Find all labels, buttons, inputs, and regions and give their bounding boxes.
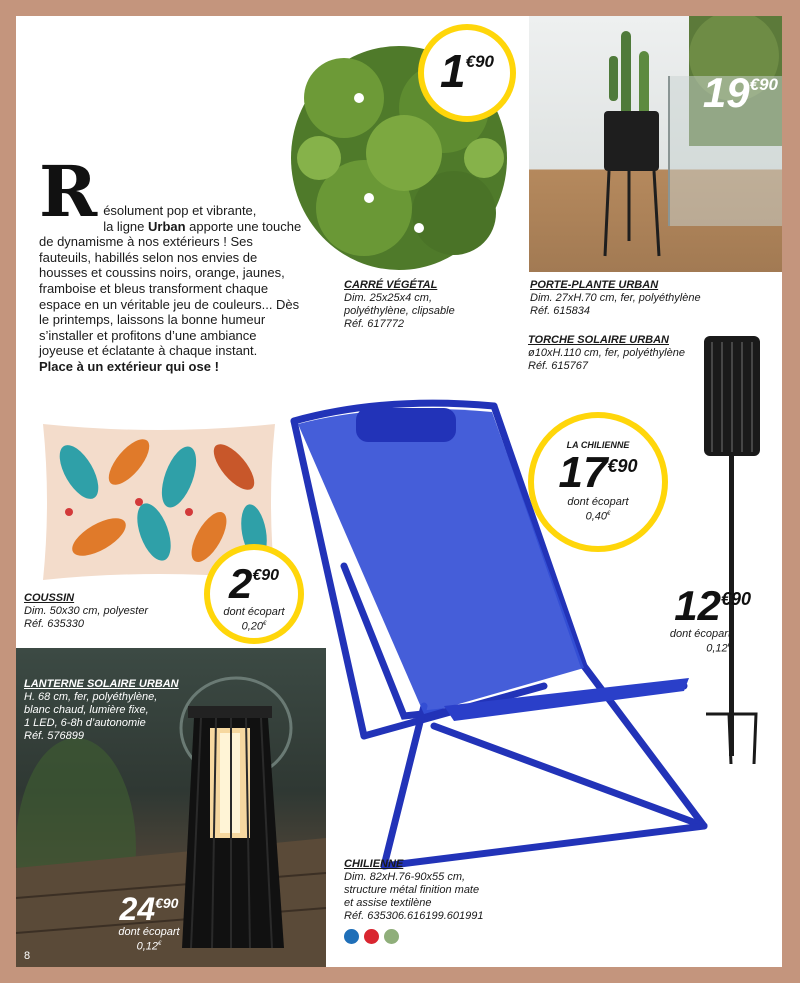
- price-dec: €90: [607, 456, 638, 476]
- label-chilienne: [344, 858, 483, 948]
- product-line-1: Dim. 82xH.76-90x55 cm,: [344, 871, 466, 883]
- price-int: 1: [440, 45, 466, 97]
- price-dec: €90: [749, 75, 778, 94]
- price-dec: €90: [465, 52, 494, 71]
- product-ref: Réf. 615834: [530, 305, 590, 317]
- ecopart-value: 0,40: [585, 510, 608, 523]
- price-int: 17: [558, 448, 608, 497]
- ecopart-value: 0,20: [241, 620, 264, 633]
- label-torche-solaire: [528, 334, 685, 373]
- product-name: PORTE-PLANTE URBAN: [530, 279, 659, 291]
- product-ref: Réf. 576899: [24, 730, 84, 742]
- ecopart-value: 0,12: [706, 642, 728, 655]
- ecopart-text: dont écopart: [567, 496, 629, 508]
- product-dim: Dim. 27xH.70 cm, fer, polyéthylène: [530, 292, 701, 304]
- price-porte-plante: [703, 70, 778, 116]
- product-name: CARRÉ VÉGÉTAL: [344, 279, 438, 291]
- ecopart-text: dont écopart: [669, 628, 731, 640]
- color-swatches: [344, 929, 483, 948]
- price-int: 24: [119, 891, 156, 927]
- product-material: polyéthylène, clipsable: [344, 305, 455, 317]
- product-name: TORCHE SOLAIRE URBAN: [528, 334, 669, 346]
- badge-title: LA CHILIENNE: [566, 440, 630, 450]
- price-badge-carre: [418, 24, 516, 122]
- torche-image: [696, 334, 766, 764]
- porte-plante-image: [529, 16, 782, 272]
- product-name: LANTERNE SOLAIRE URBAN: [24, 678, 179, 690]
- product-ref: Réf. 635330: [24, 618, 84, 630]
- product-ref: Réf. 615767: [528, 360, 588, 372]
- price-lanterne: [104, 892, 194, 953]
- balcony-scene: [529, 16, 782, 272]
- product-dim: Dim. 50x30 cm, polyester: [24, 605, 149, 617]
- product-line-2: structure métal finition mate: [344, 884, 480, 896]
- product-line-2: blanc chaud, lumière fixe,: [24, 704, 149, 716]
- price-badge-chilienne: [528, 412, 668, 552]
- price-int: 12: [674, 582, 721, 629]
- ecopart-unit: €: [263, 621, 267, 627]
- intro-pre-brand: la ligne: [103, 218, 148, 234]
- label-carre-vegetal: [344, 279, 455, 331]
- intro-line-1: ésolument pop et vibrante,: [103, 203, 257, 218]
- product-line-3: et assise textilène: [344, 897, 432, 909]
- label-coussin: [24, 592, 148, 631]
- ecopart-text: dont écopart: [223, 606, 285, 618]
- product-dim: Dim. 25x25x4 cm,: [344, 292, 433, 304]
- product-name: COUSSIN: [24, 592, 75, 604]
- ecopart-unit: €: [727, 643, 731, 649]
- price-dec: €90: [252, 567, 280, 584]
- price-dec: €90: [155, 895, 179, 911]
- ecopart-text: dont écopart: [118, 926, 180, 938]
- price-torche: [631, 584, 751, 655]
- lanterne-image: [16, 648, 326, 967]
- product-line-3: 1 LED, 6-8h d’autonomie: [24, 717, 146, 729]
- product-line-1: H. 68 cm, fer, polyéthylène,: [24, 691, 158, 703]
- intro-brand: Urban: [148, 218, 186, 234]
- swatch-red: [364, 929, 379, 944]
- dropcap: R: [39, 150, 98, 233]
- label-lanterne: [24, 678, 179, 743]
- catalog-page: [16, 16, 782, 967]
- page-number: 8: [24, 950, 31, 962]
- product-dim: ø10xH.110 cm, fer, polyéthylène: [528, 347, 685, 359]
- product-ref: Réf. 617772: [344, 318, 404, 330]
- intro-cta: Place à un extérieur qui ose !: [39, 358, 219, 374]
- product-name: CHILIENNE: [344, 858, 404, 870]
- ecopart-value: 0,12: [136, 940, 159, 953]
- intro-body: apporte une touche de dynamisme à nos extérieurs ! Ses fauteuils, habillés selon nos envies de housses et coussins noirs, orange, jaunes, framboise et bleus transforment chaque espace en un véritable jeu de couleurs... Dès le printemps, laissons la bonne humeur s’installer et profitons d’une ambiance joyeuse et éclatante à chaque instant.: [39, 218, 302, 359]
- swatch-blue: [344, 929, 359, 944]
- label-porte-plante: [530, 279, 701, 318]
- intro-text: [39, 150, 304, 375]
- price-dec: €90: [720, 589, 751, 609]
- price-int: 2: [228, 560, 253, 607]
- ecopart-unit: €: [607, 511, 611, 517]
- ecopart-unit: €: [158, 941, 162, 947]
- swatch-green: [384, 929, 399, 944]
- product-ref: Réf. 635306.616199.601991: [344, 910, 484, 922]
- price-int: 19: [702, 69, 750, 116]
